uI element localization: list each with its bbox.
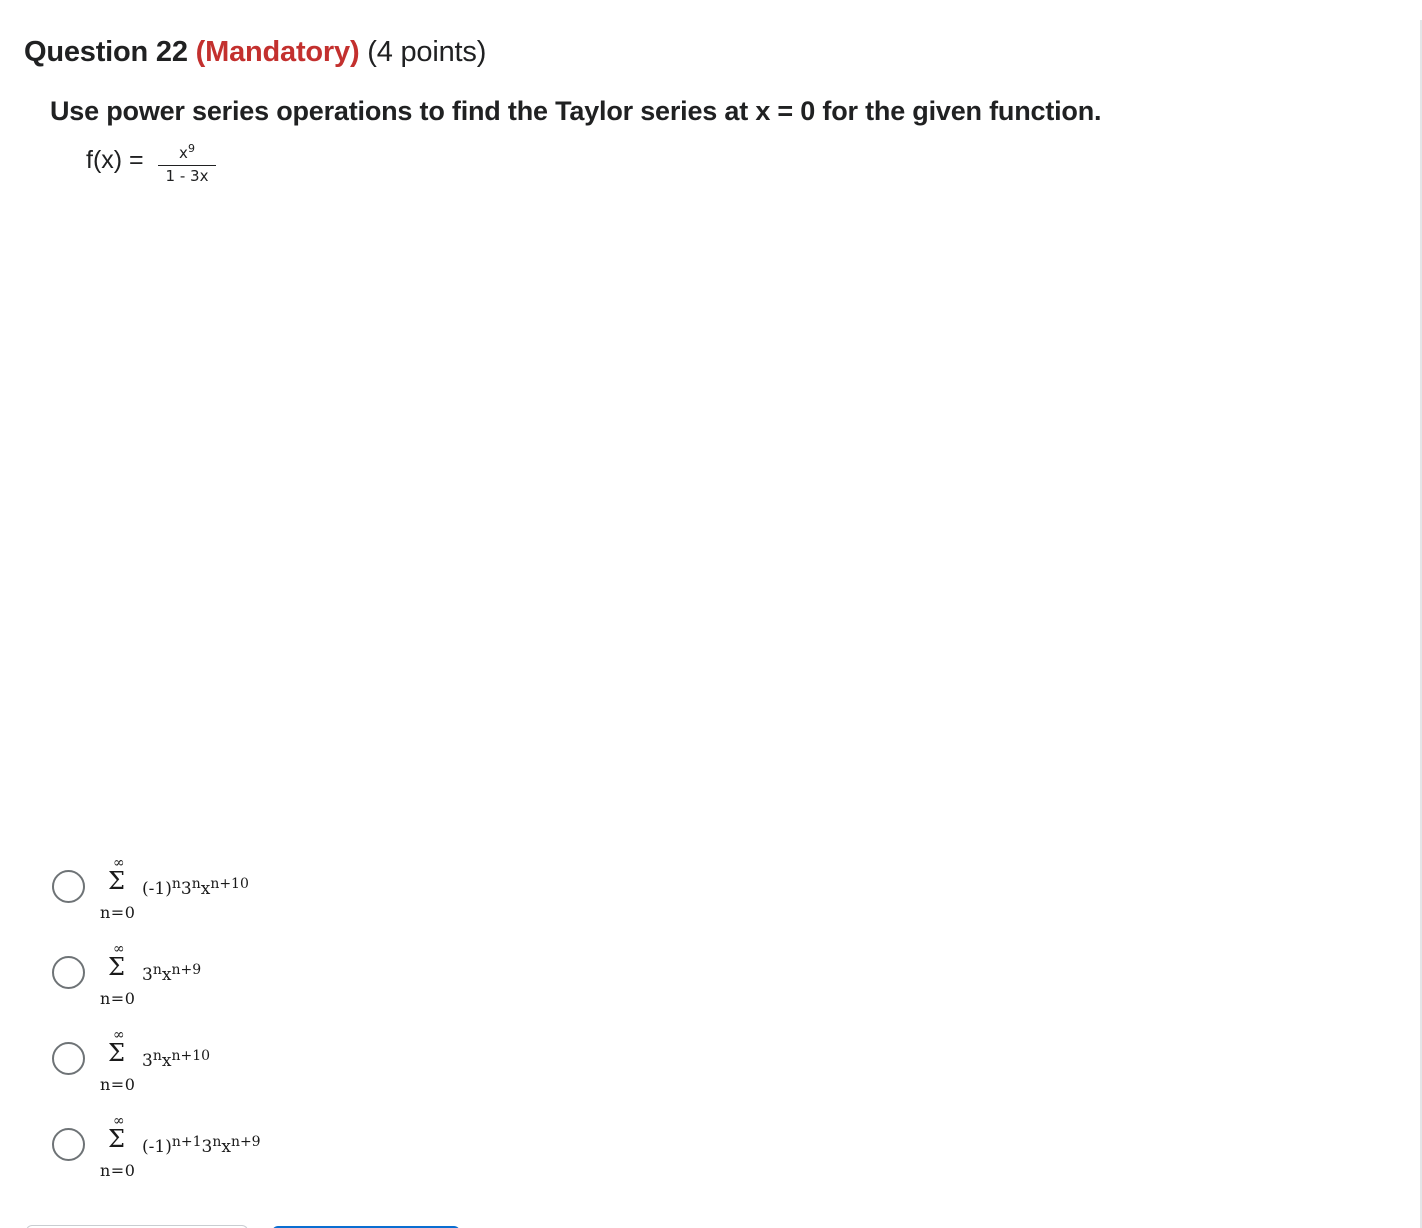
- fraction-bar: [158, 165, 216, 166]
- series-term: $(-1)^{n+1}3^nx^{n+9}$: [142, 1134, 261, 1157]
- series-term: $3^nx^{n+10}$: [142, 1048, 211, 1071]
- points-label: (4 points): [367, 36, 487, 68]
- answer-option-2[interactable]: [52, 942, 412, 1028]
- sum-lower-limit: n=0: [100, 1161, 136, 1180]
- radio-button-option-3[interactable]: [52, 1042, 85, 1075]
- answer-option-4[interactable]: [52, 1114, 412, 1200]
- formula-denominator: 1 - 3x: [165, 167, 209, 185]
- summation: [98, 856, 136, 922]
- sigma-symbol: Σ: [108, 867, 125, 895]
- formula-numerator: $x^9$: [179, 142, 195, 162]
- answer-option-1[interactable]: [52, 856, 412, 942]
- sum-lower-limit: n=0: [100, 989, 136, 1008]
- formula-fraction: [158, 138, 216, 185]
- sum-upper-limit: ∞: [113, 855, 125, 871]
- sum-upper-limit: ∞: [113, 941, 125, 957]
- radio-button-option-1[interactable]: [52, 870, 85, 903]
- summation: [98, 1114, 136, 1180]
- summation: [98, 942, 136, 1008]
- series-term: $(-1)^n3^nx^{n+10}$: [142, 876, 249, 899]
- question-prompt: Use power series operations to find the Taylor series at x = 0 for the given function.: [50, 96, 1102, 126]
- summation: [98, 1028, 136, 1094]
- sum-upper-limit: ∞: [113, 1113, 125, 1129]
- radio-button-option-2[interactable]: [52, 956, 85, 989]
- sigma-symbol: Σ: [108, 953, 125, 981]
- sum-lower-limit: n=0: [100, 1075, 136, 1094]
- sum-upper-limit: ∞: [113, 1027, 125, 1043]
- formula-lhs: f(x) =: [86, 146, 144, 174]
- sigma-symbol: Σ: [108, 1039, 125, 1067]
- answer-option-3[interactable]: [52, 1028, 412, 1114]
- radio-button-option-4[interactable]: [52, 1128, 85, 1161]
- sigma-symbol: Σ: [108, 1125, 125, 1153]
- series-term: $3^nx^{n+9}$: [142, 962, 202, 985]
- answer-options: [52, 856, 412, 1200]
- sum-lower-limit: n=0: [100, 903, 136, 922]
- question-header: [24, 36, 486, 69]
- mandatory-label: (Mandatory): [195, 36, 360, 68]
- question-label: Question 22: [24, 36, 188, 68]
